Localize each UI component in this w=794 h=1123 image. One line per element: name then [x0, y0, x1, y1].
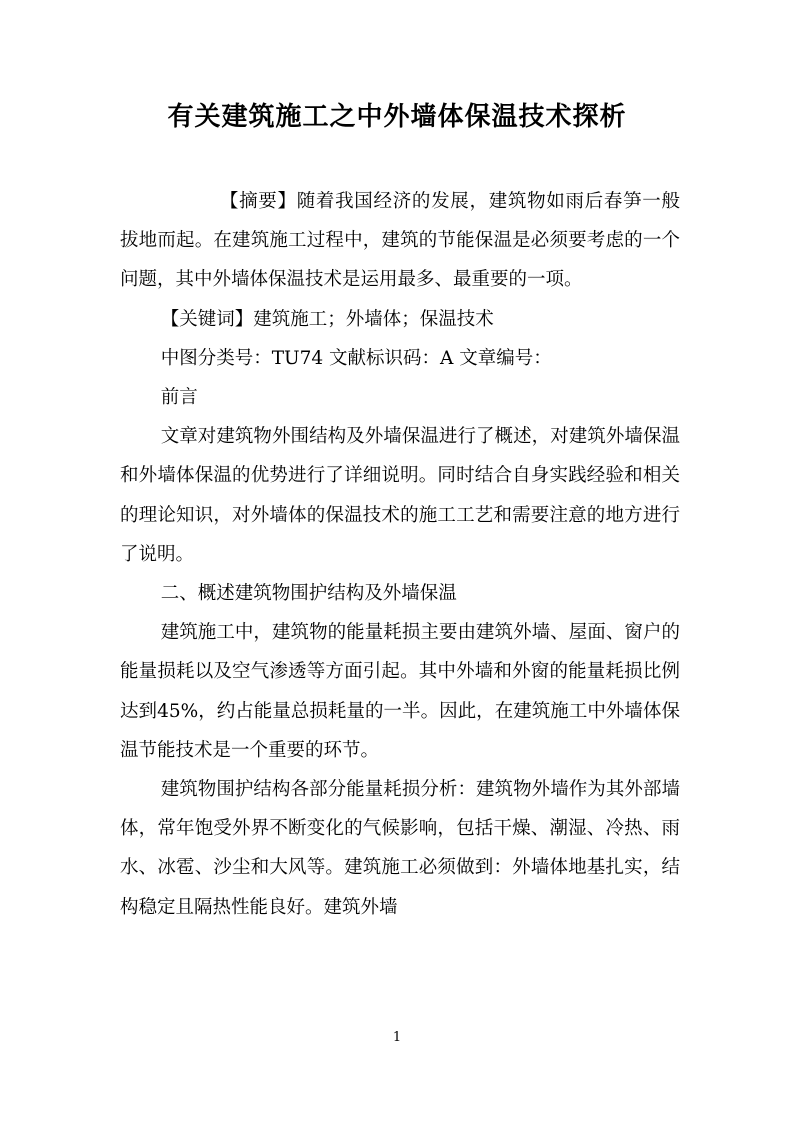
preface-heading: 前言 [160, 387, 198, 409]
section2-heading: 二、概述建筑物围护结构及外墙保温 [160, 583, 457, 605]
abstract-paragraph: 【摘要】随着我国经济的发展，建筑物如雨后春笋一般拔地而起。在建筑施工过程中，建筑的节能保温是必须要考虑的一个问题，其中外墙体保温技术是运用最多、最重要的一项。 [120, 191, 680, 291]
document-body [120, 182, 680, 927]
page-number: 1 [392, 1030, 402, 1045]
preface-paragraph: 文章对建筑物外围结构及外墙保温进行了概述，对建筑外墙保温和外墙体保温的优势进行了详细说明。同时结合自身实践经验和相关的理论知识，对外墙体的保温技术的施工工艺和需要注意的地方进行了说明。 [120, 426, 680, 565]
section2-paragraph-2: 建筑物围护结构各部分能量耗损分析：建筑物外墙作为其外部墙体，常年饱受外界不断变化的气候影响，包括干燥、潮湿、冷热、雨水、冰雹、沙尘和大风等。建筑施工必须做到：外墙体地基扎实，结构稳定且隔热性能良好。建筑外墙 [120, 779, 680, 918]
section2-paragraph-1: 建筑施工中，建筑物的能量耗损主要由建筑外墙、屋面、窗户的能量损耗以及空气渗透等方面引起。其中外墙和外窗的能量耗损比例达到45%，约占能量总损耗量的一半。因此，在建筑施工中外墙体保温节能技术是一个重要的环节。 [120, 622, 680, 761]
keywords-line: 【关键词】建筑施工；外墙体；保温技术 [160, 308, 494, 330]
classification-line: 中图分类号：TU74 文献标识码：A 文章编号： [160, 347, 552, 369]
document-title: 有关建筑施工之中外墙体保温技术探析 [167, 102, 627, 132]
